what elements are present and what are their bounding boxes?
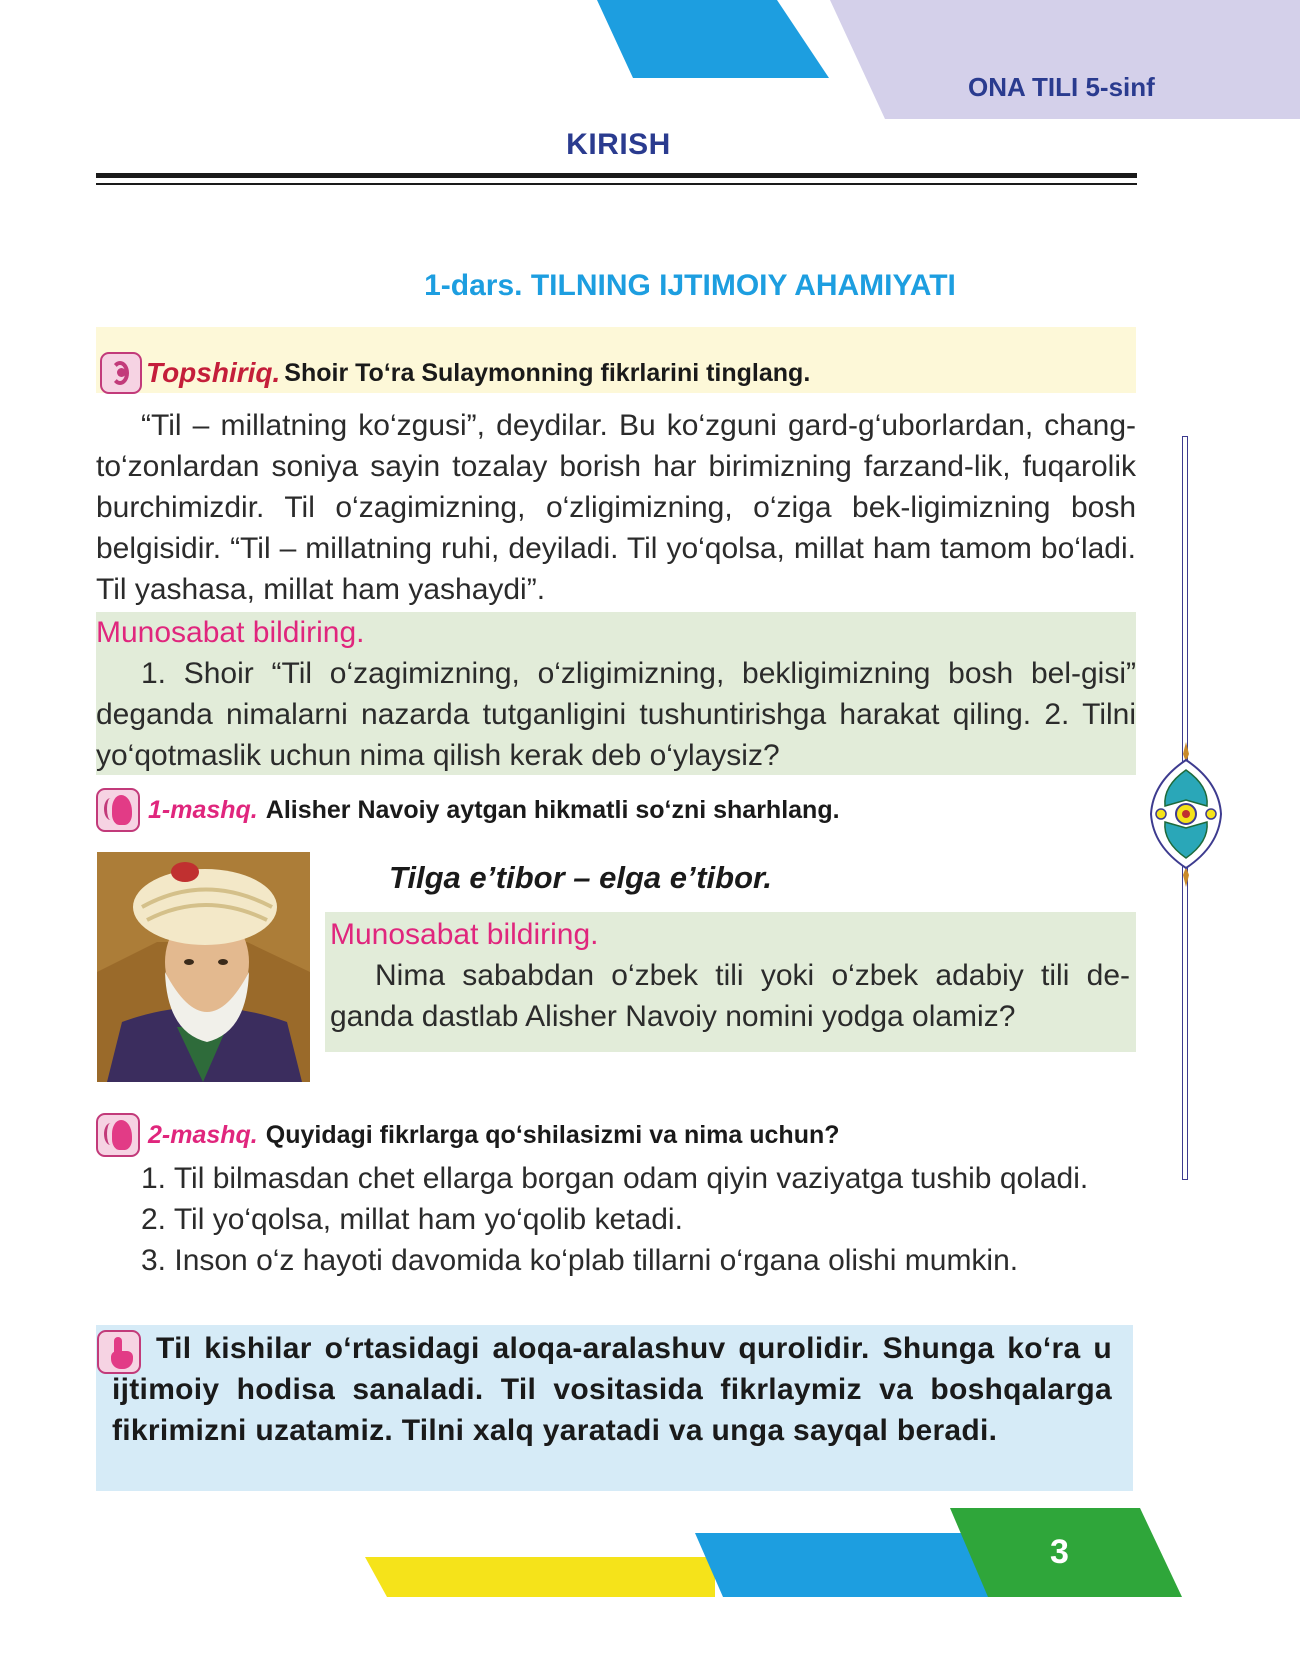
lesson-title: 1-dars. TILNING IJTIMOIY AHAMIYATI — [424, 269, 956, 302]
exercise-2-line — [96, 1113, 840, 1157]
reflect-block-2 — [330, 914, 1130, 1037]
reflect-text-2: Nima sababdan o‘zbek tili yoki o‘zbek adabiy tili de-ganda dastlab Alisher Navoiy nomini yodga olamiz? — [330, 959, 1130, 1033]
section-title: KIRISH — [566, 128, 671, 161]
exercise-2-list — [96, 1158, 1136, 1281]
exercise-1-text: Alisher Navoiy aytgan hikmatli so‘zni sharhlang. — [265, 795, 840, 824]
speaking-head-icon — [96, 788, 140, 832]
task-line — [100, 350, 810, 396]
exercise-2-label: 2-mashq. — [148, 1120, 258, 1149]
task-text: Shoir To‘ra Sulaymonning fikrlarini tinglang. — [284, 358, 811, 387]
exercise-2-item: 1. Til bilmasdan chet ellarga borgan odam qiyin vaziyatga tushib qoladi. — [141, 1162, 1089, 1195]
navoiy-portrait — [97, 852, 310, 1082]
page-number: 3 — [1050, 1533, 1069, 1571]
footer-yellow-band — [365, 1557, 715, 1597]
ornament-icon — [1147, 742, 1225, 887]
exercise-2-item: 2. Til yo‘qolsa, millat ham yo‘qolib ketadi. — [141, 1203, 683, 1236]
task-label: Topshiriq. — [146, 357, 281, 388]
conclusion-text — [112, 1328, 1112, 1451]
reflect-block-1 — [96, 612, 1136, 776]
divider-thin — [96, 183, 1137, 185]
reflect-text-1: 1. Shoir “Til o‘zagimizning, o‘zligimizning, bekligimizning bosh bel-gisi” deganda nimalarni nazarda tutganligini tushuntirishga harakat qiling. 2. Tilni yo‘qotmaslik uchun nima qilish kerak deb o‘ylaysiz? — [96, 657, 1136, 772]
portrait-drawing — [97, 852, 310, 1082]
exercise-2-text: Quyidagi fikrlarga qo‘shilasizmi va nima uchun? — [265, 1120, 840, 1149]
navoiy-quote: Tilga e’tibor – elga e’tibor. — [389, 860, 772, 895]
ear-icon — [100, 352, 142, 394]
exercise-1-label: 1-mashq. — [148, 795, 258, 824]
divider — [96, 173, 1137, 178]
conclusion-text-content: Til kishilar o‘rtasidagi aloqa-aralashuv qurolidir. Shunga ko‘ra u ijtimoiy hodisa sanaladi. Til vositasida fikrlaymiz va boshqalarga fikrimizni uzatamiz. Tilni xalq yaratadi va unga sayqal beradi. — [112, 1332, 1112, 1447]
main-text: “Til – millatning ko‘zgusi”, deydilar. Bu ko‘zguni gard-g‘uborlardan, chang-to‘zonlardan soniya sayin tozalay borish har birimizning farzand-lik, fuqarolik burchimizdir. Til o‘zagimizning, o‘zligimizning, o‘ziga bek-ligimizning bosh belgisidir. “Til – millatning ruhi, deyiladi. Til yo‘qolsa, millat ham tamom bo‘ladi. Til yashasa, millat ham yashaydi”. — [96, 409, 1136, 606]
exercise-1-line — [96, 788, 840, 832]
speaking-head-icon — [96, 1113, 140, 1157]
header-blue-band — [597, 0, 829, 78]
book-title: ONA TILI 5-sinf — [968, 72, 1155, 102]
reflect-heading-2: Munosabat bildiring. — [330, 918, 599, 951]
reflect-heading-1: Munosabat bildiring. — [96, 616, 365, 649]
exercise-2-item: 3. Inson o‘z hayoti davomida ko‘plab tillarni o‘rgana olishi mumkin. — [141, 1244, 1019, 1277]
